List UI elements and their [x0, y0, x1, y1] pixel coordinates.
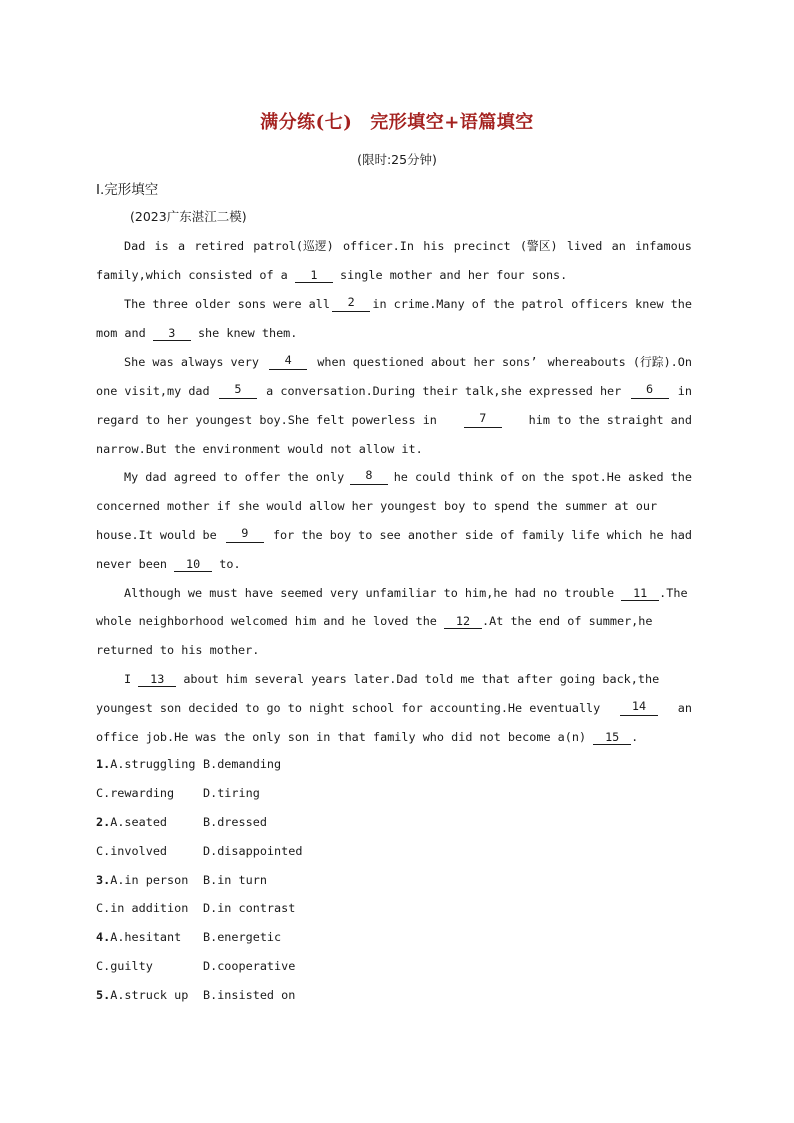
answer-blank[interactable]: 13: [138, 673, 176, 687]
answer-blank[interactable]: 3: [153, 327, 191, 341]
question-number: 2.: [96, 815, 111, 829]
option-b[interactable]: B.in turn: [203, 873, 267, 887]
question-2-options-ab: [96, 815, 267, 829]
answer-blank[interactable]: 1: [295, 269, 333, 283]
passage-line: youngest son decided to go to night school for accounting.He eventually 14 an: [96, 699, 692, 715]
question-number: 5.: [96, 988, 111, 1002]
section-heading: Ⅰ.完形填空: [96, 182, 159, 198]
option-c[interactable]: C.rewarding: [96, 786, 175, 800]
passage-line: The three older sons were all 2 in crime.Many of the patrol officers knew the: [124, 295, 692, 311]
answer-blank[interactable]: 15: [593, 731, 631, 745]
question-1-options-ab: [96, 757, 281, 771]
answer-blank[interactable]: 14: [620, 700, 658, 716]
question-2-options-cd: [96, 844, 302, 858]
title-topic: 完形填空+语篇填空: [370, 112, 534, 133]
option-b[interactable]: B.insisted on: [203, 988, 296, 1002]
answer-blank[interactable]: 8: [350, 469, 388, 485]
question-3-options-ab: [96, 873, 267, 887]
passage-line: family,which consisted of a 1 single mother and her four sons.: [96, 268, 568, 282]
passage-line: I 13 about him several years later.Dad told me that after going back,the: [124, 672, 660, 686]
question-number: 4.: [96, 930, 111, 944]
passage-line: whole neighborhood welcomed him and he loved the 12 .At the end of summer,he: [96, 614, 653, 628]
question-3-options-cd: [96, 901, 295, 915]
option-a[interactable]: A.struck up: [110, 988, 189, 1002]
passage-line: regard to her youngest boy.She felt powerless in 7 him to the straight and: [96, 411, 692, 427]
question-number: 1.: [96, 757, 111, 771]
option-a[interactable]: A.struggling: [110, 757, 196, 771]
option-b[interactable]: B.demanding: [203, 757, 282, 771]
answer-blank[interactable]: 12: [444, 615, 482, 629]
option-c[interactable]: C.guilty: [96, 959, 153, 973]
option-c[interactable]: C.involved: [96, 844, 168, 858]
passage-line: narrow.But the environment would not allow it.: [96, 442, 423, 456]
time-limit: (限时:25分钟): [357, 152, 437, 167]
question-1-options-cd: [96, 786, 260, 800]
passage-line: mom and 3 she knew them.: [96, 326, 298, 340]
title-practice-number: 满分练(七): [260, 112, 353, 133]
option-a[interactable]: A.in person: [110, 873, 189, 887]
option-a[interactable]: A.seated: [110, 815, 168, 829]
answer-blank[interactable]: 5: [219, 383, 257, 399]
answer-blank[interactable]: 6: [631, 383, 669, 399]
passage-line: concerned mother if she would allow her youngest boy to spend the summer at our: [96, 499, 658, 513]
answer-blank[interactable]: 4: [269, 354, 307, 370]
passage-line: She was always very 4 when questioned about her sons’ whereabouts (行踪).On: [124, 353, 692, 369]
option-a[interactable]: A.hesitant: [110, 930, 182, 944]
passage-line: returned to his mother.: [96, 643, 260, 657]
option-d[interactable]: D.tiring: [203, 786, 260, 800]
passage-line: office job.He was the only son in that family who did not become a(n) 15 .: [96, 730, 639, 744]
question-4-options-cd: [96, 959, 295, 973]
page-title: [0, 108, 794, 134]
option-d[interactable]: D.in contrast: [203, 901, 296, 915]
question-number: 3.: [96, 873, 111, 887]
option-b[interactable]: B.energetic: [203, 930, 282, 944]
passage-line: one visit,my dad 5 a conversation.During their talk,she expressed her 6 in: [96, 382, 692, 398]
passage-line: Dad is a retired patrol(巡逻) officer.In his precinct (警区) lived an infamous: [124, 239, 692, 253]
option-d[interactable]: D.cooperative: [203, 959, 296, 973]
option-c[interactable]: C.in addition: [96, 901, 189, 915]
answer-blank[interactable]: 9: [226, 527, 264, 543]
question-5-options-ab: [96, 988, 295, 1002]
answer-blank[interactable]: 11: [621, 587, 659, 601]
passage-line: house.It would be 9 for the boy to see another side of family life which he had: [96, 526, 692, 542]
option-b[interactable]: B.dressed: [203, 815, 267, 829]
option-d[interactable]: D.disappointed: [203, 844, 303, 858]
answer-blank[interactable]: 10: [174, 558, 212, 572]
passage-line: never been 10 to.: [96, 557, 241, 571]
answer-blank[interactable]: 7: [464, 412, 502, 428]
question-4-options-ab: [96, 930, 281, 944]
answer-blank[interactable]: 2: [332, 296, 370, 312]
passage-line: My dad agreed to offer the only 8 he could think of on the spot.He asked the: [124, 468, 692, 484]
passage-line: Although we must have seemed very unfamiliar to him,he had no trouble 11 .The: [124, 586, 688, 600]
source-note: (2023广东湛江二模): [130, 209, 247, 224]
